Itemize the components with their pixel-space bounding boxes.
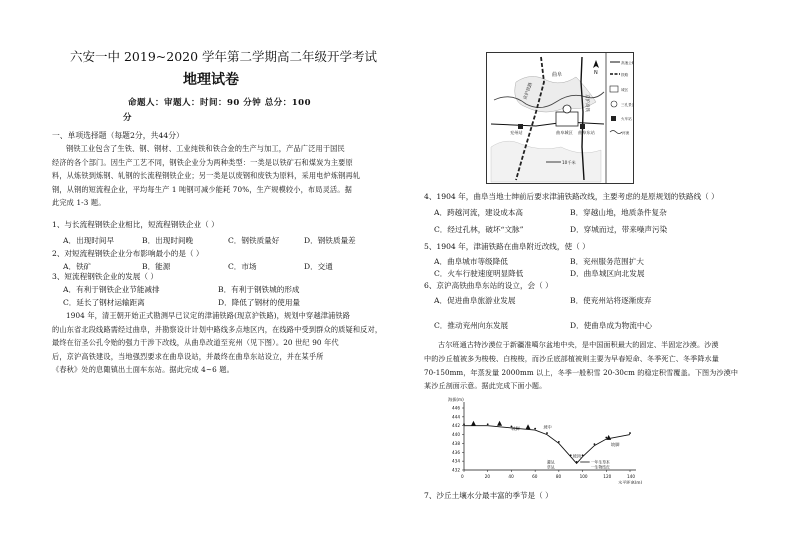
question-6: 6、京沪高铁曲阜东站的设立，会（ ） bbox=[424, 281, 553, 290]
shrub-marker bbox=[497, 421, 502, 426]
svg-text:河流: 河流 bbox=[622, 131, 630, 135]
x-tick-label: 140 bbox=[627, 474, 635, 479]
question-1: 1、与长流程钢铁企业相比，短流程钢铁企业（ ） bbox=[52, 220, 219, 229]
question-4: 4、1904 年，曲阜当地士绅前后要求津浦铁路改线，主要考虑的是原规划的铁路线（ ） bbox=[424, 192, 719, 201]
svg-text:京沪铁路: 京沪铁路 bbox=[523, 82, 535, 101]
legend-item: 一年生草本 bbox=[590, 459, 610, 465]
passage-2 bbox=[52, 309, 382, 377]
shrub-marker bbox=[471, 421, 476, 426]
svg-text:三孔景区: 三孔景区 bbox=[621, 103, 634, 107]
shrub-marker bbox=[526, 424, 531, 429]
passage-line: 料，从炼铁到炼钢、轧钢的长流程钢铁企业；另一类是以废钢和废铁为原料，采用电炉炼钢再轧 bbox=[52, 171, 361, 181]
y-tick-label: 446 bbox=[452, 405, 460, 411]
q3-option-b[interactable]: B．有利于钢铁城的形成 bbox=[218, 285, 300, 294]
data-point bbox=[546, 432, 548, 434]
passage-line: 后，京沪高铁建设，当地强烈要求在曲阜设站，并最终在曲阜东站设立，并在某乎所 bbox=[52, 351, 324, 361]
data-point bbox=[629, 432, 631, 434]
dune-profile-line bbox=[464, 426, 630, 464]
q4-option-a[interactable]: A．跨越河流，建设成本高 bbox=[434, 208, 524, 217]
passage-line: 的山东省北段线路需经过曲阜，并勘察设计计划中路线多点地区内，在线路中受到群众的质疑和反对， bbox=[52, 324, 383, 334]
svg-text:10千米: 10千米 bbox=[562, 160, 576, 165]
passage-line: 此完成 1-3 题。 bbox=[52, 198, 106, 208]
q1-option-c[interactable]: C．钢铁质量好 bbox=[228, 236, 280, 245]
svg-text:兖州站: 兖州站 bbox=[510, 130, 523, 135]
svg-text:曲阜城区: 曲阜城区 bbox=[556, 130, 573, 135]
chart-svg bbox=[440, 396, 672, 484]
q2-option-b[interactable]: B．能源 bbox=[142, 262, 171, 271]
data-point bbox=[487, 423, 489, 425]
q2-option-d[interactable]: D．交通 bbox=[304, 262, 333, 271]
passage-line: 最终在衍圣公孔令贻的强力干涉下改线，从曲阜改道至兖州（见下图）。20 世纪 90 年代 bbox=[52, 338, 339, 348]
y-tick-label: 440 bbox=[452, 432, 460, 438]
annotation-top: 坡顶 bbox=[572, 453, 582, 459]
q2-option-c[interactable]: C．市场 bbox=[228, 262, 257, 271]
svg-text:火车站: 火车站 bbox=[621, 117, 632, 121]
q1-option-a[interactable]: A．出现时间早 bbox=[63, 236, 115, 245]
passage-line: 《春秋》处的息陬镇出土面车东站。据此完成 4~6 题。 bbox=[52, 365, 234, 375]
exam-meta: 命题人：审题人：时间：90 分钟 总分：100 bbox=[128, 98, 311, 108]
q6-option-d[interactable]: D．使曲阜成为物流中心 bbox=[570, 321, 653, 330]
q3-option-d[interactable]: D．降低了钢材的使用量 bbox=[218, 298, 301, 307]
passage-1 bbox=[52, 142, 360, 210]
section-heading: 一、单项选择题（每题2分，共44分） bbox=[52, 131, 184, 140]
q3-option-a[interactable]: A．有利于钢铁企业节能减排 bbox=[63, 285, 160, 294]
svg-text:N: N bbox=[594, 70, 598, 76]
svg-text:高速公路: 高速公路 bbox=[621, 61, 634, 65]
svg-text:京沪高铁: 京沪高铁 bbox=[584, 94, 589, 112]
q5-option-c[interactable]: C．火车行驶速度明显降低 bbox=[434, 269, 524, 278]
data-point bbox=[558, 441, 560, 443]
q1-option-d[interactable]: D．钢铁质量差 bbox=[304, 236, 356, 245]
map-svg bbox=[486, 52, 634, 184]
q4-option-c[interactable]: C．经过孔林，破坏“文脉” bbox=[434, 225, 524, 234]
legend-item: 一生物结皮 bbox=[590, 464, 610, 470]
y-tick-label: 432 bbox=[452, 467, 460, 473]
x-tick-label: 100 bbox=[579, 474, 588, 479]
data-point bbox=[534, 428, 536, 430]
passage-line: 70-150mm，年蒸发量 2000mm 以上，冬季一般积雪 20-30cm 的稳定积雪覆盖。下图为沙漠中 bbox=[424, 367, 739, 377]
svg-text:曲阜: 曲阜 bbox=[552, 72, 563, 78]
x-tick-label: 0 bbox=[461, 474, 464, 479]
y-tick-label: 444 bbox=[452, 414, 460, 420]
y-tick-label: 436 bbox=[452, 449, 460, 455]
y-axis-label: 海拔(m) bbox=[448, 397, 464, 402]
question-2: 2、对短流程钢铁企业分布影响最小的是（ ） bbox=[52, 249, 204, 258]
passage-line: 某沙丘剖面示意。据此完成下面小题。 bbox=[424, 381, 547, 391]
svg-text:铁路: 铁路 bbox=[621, 73, 629, 77]
data-point bbox=[463, 423, 465, 425]
exam-meta-cont: 分 bbox=[123, 113, 132, 123]
x-axis-label: 水平距离(m) bbox=[618, 480, 643, 484]
legend-item: 灌丛 bbox=[547, 459, 555, 465]
data-point bbox=[570, 454, 572, 456]
q4-option-d[interactable]: D．穿城而过，带来噪声污染 bbox=[570, 225, 668, 234]
y-tick-label: 434 bbox=[452, 458, 460, 464]
annotation-foot-left: 坡脚 bbox=[511, 425, 520, 431]
q2-option-a[interactable]: A．铁矿 bbox=[63, 262, 92, 271]
q5-option-d[interactable]: D．曲阜城区向北发展 bbox=[570, 269, 645, 278]
legend-item: 草丛 bbox=[547, 464, 555, 470]
x-tick-label: 20 bbox=[484, 474, 491, 479]
q3-option-c[interactable]: C．延长了钢材运输距离 bbox=[63, 298, 145, 307]
question-5: 5、1904 年，津浦铁路在曲阜附近改线，使（ ） bbox=[424, 242, 590, 251]
passage-line: 钢，从钢的短流程企业，平均每生产 1 吨钢可减少能耗 70%，生产规模较小，布局灵活。据 bbox=[52, 184, 352, 194]
q4-option-b[interactable]: B．穿越山地，地质条件复杂 bbox=[570, 208, 667, 217]
q5-option-b[interactable]: B．兖州服务范围扩大 bbox=[570, 257, 644, 266]
y-tick-label: 442 bbox=[452, 423, 460, 429]
exam-subtitle: 地理试卷 bbox=[183, 72, 239, 88]
q6-option-b[interactable]: B．使兖州站将逐渐废弃 bbox=[570, 296, 652, 305]
x-tick-label: 40 bbox=[508, 474, 514, 479]
passage-line: 古尔班通古特沙漠位于新疆准噶尔盆地中央，是中国面积最大的固定、半固定沙漠。沙漠 bbox=[438, 340, 719, 349]
q6-option-c[interactable]: C．推动兖州向东发展 bbox=[434, 321, 509, 330]
railway-map bbox=[486, 52, 634, 184]
x-tick-label: 80 bbox=[555, 474, 562, 479]
question-7: 7、沙丘土壤水分最丰富的季节是（ ） bbox=[424, 491, 553, 500]
q5-option-a[interactable]: A．曲阜城市等级降低 bbox=[434, 257, 508, 266]
svg-text:城区: 城区 bbox=[621, 88, 629, 92]
annotation-foot-right: 坡脚 bbox=[611, 441, 620, 447]
question-3: 3、短流程钢铁企业的发展（ ） bbox=[52, 272, 158, 281]
data-point bbox=[605, 437, 607, 439]
passage-3 bbox=[424, 338, 738, 393]
q6-option-a[interactable]: A．促进曲阜旅游业发展 bbox=[434, 296, 516, 305]
q1-option-b[interactable]: B．出现时间晚 bbox=[142, 236, 194, 245]
x-tick-label: 120 bbox=[603, 474, 612, 479]
dune-profile-chart bbox=[440, 396, 672, 484]
passage-line: 经济的各个部门。因生产工艺不同，钢铁企业分为两种类型：一类是以铁矿石和煤炭为主要原 bbox=[52, 157, 353, 167]
data-point bbox=[576, 461, 578, 463]
y-tick-label: 438 bbox=[452, 440, 460, 446]
data-point bbox=[594, 443, 596, 445]
passage-line: 钢铁工业包含了生铁、钢、钢材、工业纯铁和铁合金的生产与加工，产品广泛用于国民 bbox=[66, 144, 345, 153]
exam-title: 六安一中 2019~2020 学年第二学期高二年级开学考试 bbox=[70, 49, 378, 64]
passage-line: 中的沙丘植被多为梭梭、白梭梭，而沙丘底部植被则主要为早春短命、冬季死亡、冬季降水量 bbox=[424, 353, 719, 363]
svg-text:曲阜东站: 曲阜东站 bbox=[578, 130, 595, 135]
annotation-mid: 坡中 bbox=[543, 424, 552, 430]
x-tick-label: 60 bbox=[532, 474, 538, 479]
passage-line: 1904 年，清王朝开始正式勘测早已议定的津浦铁路(现京沪铁路)，规划中穿越津浦铁路 bbox=[66, 311, 351, 320]
data-point bbox=[582, 454, 584, 456]
